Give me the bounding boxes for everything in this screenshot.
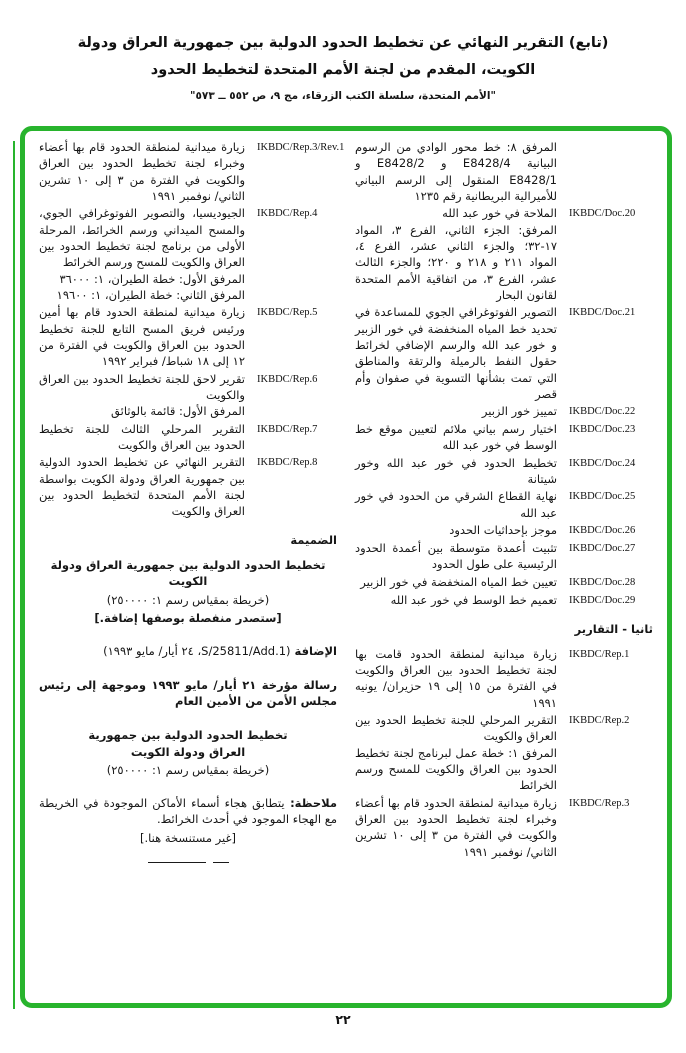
entry-paragraph: تقرير لاحق للجنة تخطيط الحدود بين العراق والكويت bbox=[39, 371, 245, 402]
doc-entry bbox=[39, 454, 337, 519]
doc-symbol: IKBDC/Rep.5 bbox=[257, 307, 318, 319]
text-block: [ستصدر منفصلة بوصفها إضافة.] bbox=[94, 610, 282, 625]
entry-paragraph: المرفق ٨: خط محور الوادي من الرسوم البيانية E8428/4 و E8428/2 و E8428/1 المنقول إلى الرسم البياني للأميرالية البريطانية رقم ١٢٣٥ bbox=[355, 140, 557, 203]
doc-symbol bbox=[569, 139, 653, 141]
entry-paragraph: زيارة ميدانية لمنطقة الحدود قام بها أعضاء وخبراء لجنة تخطيط الحدود بين العراق والكويت في الفترة من ٣ إلى ١٠ تشرين الثاني/ نوفمبر ١٩٩١ bbox=[355, 795, 557, 859]
end-divider bbox=[39, 862, 337, 863]
entry-text bbox=[355, 205, 557, 303]
entry-paragraph: تمييز خور الزبير bbox=[481, 404, 557, 419]
doc-symbol: IKBDC/Doc.27 bbox=[569, 543, 636, 555]
entry-paragraph: المرفق ١: خطة عمل لبرنامج لجنة تخطيط الحدود بين العراق والكويت للمسح ورسم الخرائط bbox=[355, 745, 557, 793]
entry-text bbox=[355, 795, 557, 860]
doc-entry bbox=[355, 574, 653, 591]
entry-paragraph: المرفق الأول: قائمة بالوثائق bbox=[111, 404, 245, 419]
doc-entry bbox=[355, 795, 653, 860]
doc-entry bbox=[355, 304, 653, 402]
doc-entry bbox=[39, 371, 337, 420]
entry-paragraph: التقرير النهائي عن تخطيط الحدود الدولية بين جمهورية العراق ودولة الكويت بواسطة لجنة الأمم المتحدة لتخطيط الحدود بين العراق والكويت bbox=[39, 455, 245, 519]
doc-symbol: IKBDC/Doc.23 bbox=[569, 424, 636, 436]
doc-symbol: IKBDC/Doc.29 bbox=[569, 594, 636, 606]
entry-text bbox=[39, 304, 245, 369]
doc-entry bbox=[355, 403, 653, 420]
entry-text bbox=[39, 139, 245, 204]
doc-entry bbox=[355, 646, 653, 711]
text-block: (خريطة بمقياس رسم ١: ٢٥٠٠٠٠) bbox=[106, 762, 270, 777]
text-block: ملاحظة: يتطابق هجاء أسماء الأماكن الموجودة في الخريطة مع الهجاء الموجود في أحدث الخرائط. bbox=[39, 796, 337, 827]
entry-paragraph: المرفق: الجزء الثاني، الفرع ٣، المواد ١٧-٣٢؛ والجزء الثاني عشر، الفرع ٤، المواد ٢١١ و ٢١٨ و ٢٢٠؛ والجزء الثالث عشر، الفرع ٣، من اتفاقية الأمم المتحدة لقانون البحار bbox=[355, 222, 557, 302]
two-column-layout bbox=[39, 139, 653, 999]
entry-text bbox=[355, 646, 557, 711]
doc-symbol: IKBDC/Rep.3/Rev.1 bbox=[257, 142, 345, 153]
text-block: تخطيط الحدود الدولية بين جمهورية العراق ودولة الكويت bbox=[88, 728, 288, 759]
entry-paragraph: تخطيط الحدود في خور عبد الله وخور شيتانة bbox=[355, 455, 557, 487]
paragraph-lead: ملاحظة: bbox=[284, 796, 337, 811]
entry-paragraph: تعيين خط المياه المنخفضة في خور الزبير bbox=[360, 574, 557, 589]
doc-symbol: IKBDC/Rep.4 bbox=[257, 208, 318, 220]
entry-paragraph: الجيوديسيا، والتصوير الفوتوغرافي الجوي، والمسح الميداني ورسم الخرائط، المرحلة الأولى من برنامج لجنة تخطيط الحدود بين العراق والكويت للمسح ورسم الخرائط bbox=[39, 206, 245, 270]
entry-text bbox=[355, 455, 557, 488]
entry-text bbox=[355, 421, 557, 454]
text-block: [غير مستنسخة هنا.] bbox=[139, 830, 236, 845]
source-citation: "الأمم المتحدة، سلسلة الكتب الزرقاء، مج ٩، ص ٥٥٢ ــ ٥٧٣" bbox=[190, 89, 496, 102]
doc-entry bbox=[355, 455, 653, 488]
text-block: الإضافة (S/25811/Add.1، ٢٤ أيار/ مايو ١٩٩٣) bbox=[103, 644, 337, 659]
entry-text bbox=[355, 522, 557, 538]
page-header bbox=[0, 30, 686, 102]
doc-symbol: IKBDC/Doc.28 bbox=[569, 576, 636, 588]
entry-text bbox=[39, 454, 245, 519]
entry-paragraph: تثبيت أعمدة متوسطة بين أعمدة الحدود الرئيسية على طول الحدود bbox=[355, 541, 557, 572]
divider-segment bbox=[213, 862, 229, 863]
section-heading: الضميمة bbox=[290, 532, 337, 547]
page-title-line1: (تابع) التقرير النهائي عن تخطيط الحدود الدولية بين جمهورية العراق ودولة bbox=[77, 35, 609, 51]
doc-symbol: IKBDC/Rep.3 bbox=[569, 797, 630, 809]
entry-text bbox=[355, 712, 557, 794]
right-column bbox=[355, 139, 653, 999]
text-block: رسالة مؤرخة ٢١ أيار/ مايو ١٩٩٣ وموجهة إلى رئيس مجلس الأمن من الأمين العام bbox=[39, 677, 337, 708]
left-column bbox=[39, 139, 345, 999]
entry-text bbox=[355, 139, 557, 204]
entry-paragraph: اختيار رسم بياني ملائم لتعيين موقع خط الوسط في خور عبد الله bbox=[355, 422, 557, 453]
entry-text bbox=[355, 540, 557, 573]
doc-entry bbox=[355, 540, 653, 573]
divider-segment bbox=[148, 862, 206, 863]
entry-text bbox=[39, 205, 245, 303]
text-block: تخطيط الحدود الدولية بين جمهورية العراق ودولة الكويت bbox=[50, 557, 326, 589]
doc-symbol: IKBDC/Rep.6 bbox=[257, 373, 318, 385]
entry-text bbox=[355, 592, 557, 608]
entry-paragraph: زيارة ميدانية لمنطقة الحدود قام بها أعضاء وخبراء لجنة تخطيط الحدود بين العراق والكويت في الفترة من ٣ إلى ١٠ تشرين الثاني/ نوفمبر ١٩٩١ bbox=[39, 140, 245, 203]
doc-symbol: IKBDC/Doc.24 bbox=[569, 457, 636, 469]
paragraph-lead: الإضافة bbox=[290, 644, 337, 659]
entry-text bbox=[355, 488, 557, 521]
entry-paragraph: التقرير المرحلي الثالث للجنة تخطيط الحدود بين العراق والكويت bbox=[39, 421, 245, 452]
entry-paragraph: التقرير المرحلي للجنة تخطيط الحدود بين العراق والكويت bbox=[355, 713, 557, 744]
entry-paragraph: المرفق الأول: خطة الطيران، ١: ٣٦٠٠٠ bbox=[59, 271, 245, 286]
entry-paragraph: موجز بإحداثيات الحدود bbox=[449, 523, 557, 538]
entry-paragraph: الملاحة في خور عبد الله bbox=[442, 206, 557, 221]
doc-entry bbox=[355, 712, 653, 794]
entry-paragraph: زيارة ميدانية لمنطقة الحدود قامت بها لجنة تخطيط الحدود بين العراق والكويت في الفترة من ١٥ إلى ١٩ حزيران/ يونيه ١٩٩١ bbox=[355, 646, 557, 710]
entry-paragraph: التصوير الفوتوغرافي الجوي للمساعدة في تحديد خط المياه المنخفضة في خور الزبير و خور عبد الله والرسم الإضافي لخرائط حقول النفط بالرميلة والرتقة والمناطق التي تمت بشأنها التسوية في صفوان وأم قصر bbox=[355, 305, 557, 401]
doc-entry bbox=[355, 139, 653, 204]
text-block: (خريطة بمقياس رسم ١: ٢٥٠٠٠٠) bbox=[106, 592, 270, 607]
doc-symbol: IKBDC/Rep.8 bbox=[257, 457, 318, 469]
doc-entry bbox=[39, 304, 337, 369]
entry-paragraph: نهاية القطاع الشرقي من الحدود في خور عبد الله bbox=[355, 489, 557, 520]
doc-symbol: IKBDC/Doc.25 bbox=[569, 491, 636, 503]
doc-entry bbox=[355, 421, 653, 454]
page-title-line2: الكويت، المقدم من لجنة الأمم المتحدة لتخطيط الحدود bbox=[150, 61, 536, 78]
doc-entry bbox=[39, 205, 337, 303]
doc-symbol: IKBDC/Rep.1 bbox=[569, 648, 630, 660]
doc-symbol: IKBDC/Doc.22 bbox=[569, 406, 636, 418]
doc-entry bbox=[39, 421, 337, 454]
section-heading: ثانيا - التقارير bbox=[574, 621, 653, 636]
entry-text bbox=[355, 403, 557, 419]
entry-paragraph: المرفق الثاني: خطة الطيران، ١: ١٩٦٠٠ bbox=[56, 287, 245, 302]
doc-symbol: IKBDC/Doc.20 bbox=[569, 208, 636, 220]
entry-text bbox=[39, 421, 245, 454]
doc-symbol: IKBDC/Rep.2 bbox=[569, 715, 630, 727]
content-frame bbox=[20, 126, 672, 1008]
doc-symbol: IKBDC/Rep.7 bbox=[257, 423, 318, 435]
entry-paragraph: زيارة ميدانية لمنطقة الحدود قام بها أمين ورئيس فريق المسح التابع للجنة تخطيط الحدود بين العراق والكويت في الفترة من ١٢ إلى ١٨ شباط/ فبراير ١٩٩٢ bbox=[39, 305, 245, 369]
doc-entry bbox=[39, 139, 345, 204]
doc-entry bbox=[355, 592, 653, 609]
page-number: ٢٢ bbox=[335, 1012, 351, 1027]
entry-text bbox=[355, 574, 557, 590]
doc-entry bbox=[355, 488, 653, 521]
entry-paragraph: تعميم خط الوسط في خور عبد الله bbox=[390, 592, 557, 607]
doc-symbol: IKBDC/Doc.21 bbox=[569, 307, 636, 319]
doc-entry bbox=[355, 522, 653, 539]
doc-symbol: IKBDC/Doc.26 bbox=[569, 525, 636, 537]
entry-text bbox=[355, 304, 557, 402]
doc-entry bbox=[355, 205, 653, 303]
entry-text bbox=[39, 371, 245, 420]
